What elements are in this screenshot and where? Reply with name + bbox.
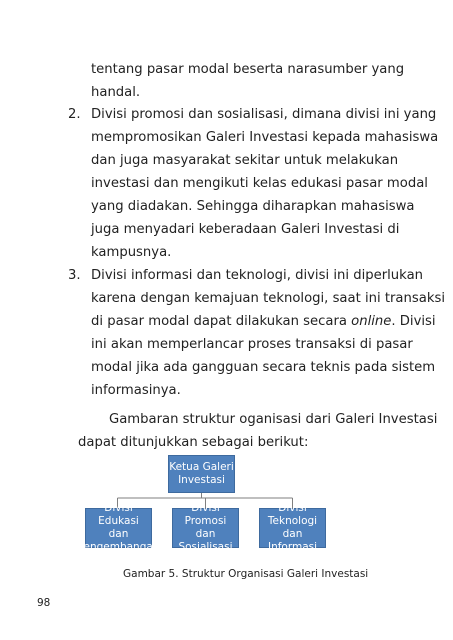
text-line: karena dengan kemajuan teknologi, saat ini transaksi (91, 291, 445, 306)
text-segment: di pasar modal dapat dilakukan secara (91, 314, 352, 329)
text-line: dan juga masyarakat sekitar untuk melakukan (91, 153, 399, 168)
text-segment: . Divisi (391, 314, 436, 329)
list-number: 2. (68, 107, 81, 122)
text-line: mempromosikan Galeri Investasi kepada mahasiswa (91, 130, 439, 145)
text-line: kampusnya. (91, 245, 172, 260)
text-line: yang diadakan. Sehingga diharapkan mahasiswa (91, 199, 415, 214)
org-box-label: Ketua Galeri (169, 461, 234, 473)
org-box-ketua (168, 455, 235, 493)
org-box-label: dan (108, 528, 129, 540)
org-box-label: Pengembangan (77, 541, 160, 553)
org-box-edukasi (77, 502, 160, 553)
text-line: tentang pasar modal beserta narasumber yang (91, 62, 405, 77)
text-line: dapat ditunjukkan sebagai berikut: (78, 435, 309, 450)
list-number: 3. (68, 268, 81, 283)
org-box-label: dan Sosialisasi (178, 528, 233, 553)
org-box-teknologi (259, 502, 326, 553)
page-number: 98 (37, 597, 51, 609)
text-line: informasinya. (91, 383, 181, 398)
org-box-label: Divisi Edukasi (98, 502, 139, 527)
text-line: handal. (91, 85, 141, 100)
org-box-label: Divisi Promosi (184, 502, 227, 527)
italic-word: online (351, 314, 392, 329)
text-line: Divisi informasi dan teknologi, divisi ini diperlukan (91, 268, 424, 283)
org-box-promosi (172, 502, 239, 553)
text-line: modal jika ada gangguan secara teknis pada sistem (91, 360, 436, 375)
org-box-label: Divisi Teknologi (267, 502, 318, 527)
text-line: investasi dan mengikuti kelas edukasi pasar modal (91, 176, 428, 191)
text-line: ini akan memperlancar proses transaksi di pasar (91, 337, 413, 352)
text-line: Gambaran struktur oganisasi dari Galeri Investasi (109, 412, 438, 427)
text-line: Divisi promosi dan sosialisasi, dimana divisi ini yang (91, 107, 437, 122)
figure-caption: Gambar 5. Struktur Organisasi Galeri Investasi (123, 568, 369, 580)
text-line: juga menyadari keberadaan Galeri Investasi di (91, 222, 400, 237)
org-box-label: Investasi (178, 474, 225, 486)
org-box-label: dan Informasi (267, 528, 318, 553)
